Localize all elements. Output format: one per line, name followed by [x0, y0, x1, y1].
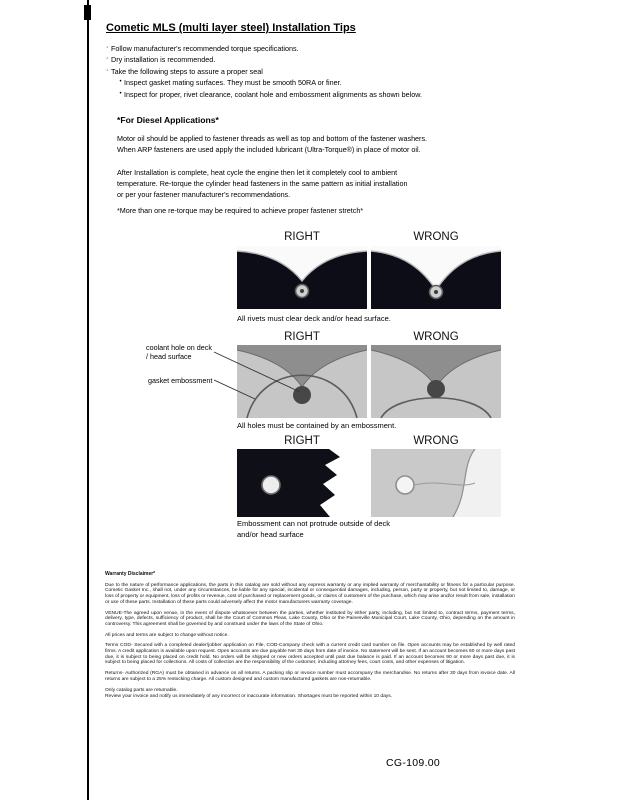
warranty-disclaimer-heading: Warranty Disclaimer*: [105, 571, 156, 577]
coolant-hole-label: coolant hole on deck / head surface: [146, 343, 212, 361]
bullet-filled-icon: •: [119, 79, 122, 86]
page-title: Cometic MLS (multi layer steel) Installation Tips: [106, 22, 356, 34]
protrusion-wrong-art: [371, 449, 501, 517]
bullet-open-icon: ◦: [106, 67, 109, 74]
page-edge-mark: [84, 5, 91, 20]
column-label-wrong: WRONG: [413, 331, 459, 343]
paragraph-line: When ARP fasteners are used apply the included lubricant (Ultra-Torque®) in place of motor oil.: [117, 145, 421, 154]
rivet-clearance-right-image: [237, 246, 367, 309]
rivet-clearance-right-art: [237, 246, 367, 309]
diagram-caption-protrusion: Embossment can not protrude outside of deck and/or head surface: [237, 519, 391, 539]
legal-section: [105, 572, 515, 705]
bullet-open-icon: ◦: [106, 45, 109, 51]
paragraph-line: temperature. Re-torque the cylinder head fasteners in the same pattern as initial installation: [117, 179, 408, 188]
paragraph-line: or per your fastener manufacturer's recommendations.: [117, 190, 291, 199]
legal-paragraph: Review your invoice and notify us immediately of any incorrect or inaccurate information. Shortages must be reported within 10 days.: [105, 694, 393, 700]
page-edge-line: [87, 0, 89, 800]
gasket-embossment-label: gasket embossment: [148, 376, 213, 385]
tip-bullet-text: Follow manufacturer's recommended torque specifications.: [111, 44, 299, 53]
legal-paragraph: Terms COD- Secured with a completed dealer/jobber application on File, COD-Company check with a current credit card number on file. Open accounts may be established by well rated firms. A credit application is available upon request. Open accounts are due payable Net 30 days from date of invoice. No statement will be sent. If an account becomes 60 or more days past due, it is subject to being placed on credit hold. No orders will be shipped or new orders accepted until past due balance is paid. If an account becomes 90 or more days past due, it is subject to being placed for collections. All costs of collection are the responsibility of the customer, including attorney fees, court costs, and other expenses of litigation.: [105, 643, 515, 666]
protrusion-right-art: [237, 449, 367, 517]
tip-sub-bullet-text: Inspect for proper, rivet clearance, coolant hole and embossment alignments as shown below.: [124, 89, 423, 99]
legal-paragraph: Due to the nature of performance applications, the parts in this catalog are sold without any express warranty or any implied warranty of merchantability or fitness for a particular purpose. Cometic Gasket Inc., shall not, under any circumstances, be liable for any special, incidental or consequential damages, including, person, party or property, but not limited to, damage, or loss of property or equipment, loss of profits or revenue, cost of purchased or replacement goods, or claims of customers of the purchase, which may arise and/or result from sale, installation or use of these parts. Installation of these parts could adversely affect the motor manufacturers warranty coverage.: [105, 582, 515, 605]
tip-bullet: [104, 54, 544, 65]
column-label-right: RIGHT: [284, 435, 320, 447]
rivet-clearance-wrong-art: [371, 246, 501, 309]
bullet-open-icon: ◦: [106, 56, 109, 63]
protrusion-right-image: [237, 449, 367, 517]
rivet-clearance-wrong-image: [371, 246, 501, 309]
tip-bullet: [104, 66, 544, 77]
protrusion-wrong-image: [371, 449, 501, 517]
column-label-wrong: WRONG: [413, 435, 459, 447]
column-label-right: RIGHT: [284, 231, 320, 243]
tip-bullet-text: Dry installation is recommended.: [111, 55, 216, 65]
column-label-right: RIGHT: [284, 331, 320, 343]
diagram-caption-holes: All holes must be contained by an embossment.: [237, 421, 397, 430]
bullet-filled-icon: •: [119, 90, 122, 97]
tip-sub-bullet: [104, 77, 544, 88]
paragraph-line: Motor oil should be applied to fastener threads as well as top and bottom of the fastener washers.: [117, 134, 428, 143]
diesel-paragraph-2: [117, 167, 517, 200]
legal-paragraph: Returns- Authorized (RGA) must be obtained in advance on all returns. A packing slip or invoice number must accompany the merchandise. No returns after 30 days from invoice date. All returns are subject to a 25% restocking charge. All custom designed and custom manufactured gaskets are non-returnable.: [105, 671, 515, 682]
column-label-wrong: WRONG: [413, 231, 459, 243]
diagram-caption-rivets: All rivets must clear deck and/or head surface.: [237, 314, 391, 323]
embossment-wrong-image: [371, 345, 501, 418]
page-number: CG-109.00: [386, 757, 441, 769]
retorque-note: *More than one re-torque may be required to achieve proper fastener stretch*: [117, 206, 364, 215]
legal-paragraph: All prices and terms are subject to change without notice.: [105, 632, 229, 638]
tip-bullet-text: Take the following steps to assure a proper seal: [111, 66, 263, 76]
legal-paragraph: Only catalog parts are returnable.: [105, 687, 178, 693]
diesel-applications-heading: *For Diesel Applications*: [117, 115, 219, 125]
tip-sub-bullet-text: Inspect gasket mating surfaces. They must be smooth 50RA or finer.: [124, 78, 342, 88]
diesel-paragraph-1: [117, 133, 517, 155]
tip-sub-bullet: [104, 89, 544, 100]
embossment-wrong-art: [371, 345, 501, 418]
paragraph-line: After Installation is complete, heat cycle the engine then let it completely cool to ambient: [117, 168, 398, 177]
tip-bullet: [104, 43, 544, 54]
legal-paragraph: VENUE-The agreed upon venue, in the event of dispute whatsoever between the parties, whether instituted by either party, including, but not limited to, contract terms, payment terms, delivery, type, defects, sufficiency of product, shall be the Court of Common Pleas, Lake County, Ohio or the Painesville Municipal Court, Lake County, Ohio, depending on the amount in controversy. This agreement shall be governed by and construed under the laws of the State of Ohio.: [105, 610, 515, 627]
installation-tips-list: [104, 43, 544, 100]
label-leader-lines: [150, 342, 320, 408]
